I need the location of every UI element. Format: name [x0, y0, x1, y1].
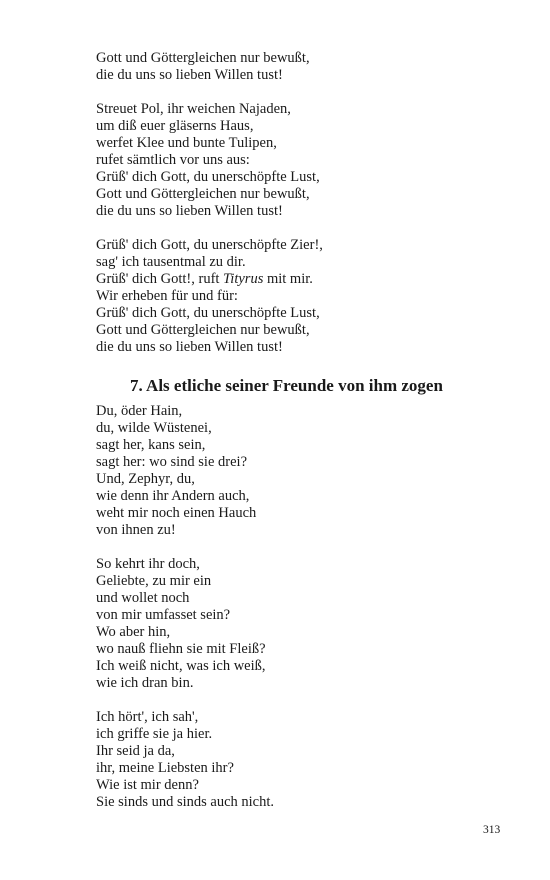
poem-7-stanza-1 — [96, 403, 496, 539]
verse-line: Grüß' dich Gott, du unerschöpfte Lust, — [96, 169, 320, 185]
verse-line: Geliebte, zu mir ein — [96, 573, 212, 589]
verse-line: werfet Klee und bunte Tulipen, — [96, 135, 277, 151]
stanza-continued-2 — [96, 101, 496, 220]
name-tityrus: Tityrus — [223, 271, 264, 287]
verse-line: Ihr seid ja da, — [96, 743, 175, 759]
verse-line-tityrus — [96, 271, 496, 288]
page-number: 313 — [483, 824, 501, 836]
verse-line: von mir umfasset sein? — [96, 607, 231, 623]
verse-line: Gott und Göttergleichen nur bewußt, — [96, 186, 310, 202]
verse-line: die du uns so lieben Willen tust! — [96, 67, 283, 83]
stanza-continued-3 — [96, 237, 496, 356]
verse-line: und wollet noch — [96, 590, 190, 606]
verse-line: weht mir noch einen Hauch — [96, 505, 257, 521]
stanza-continued-1 — [96, 50, 496, 84]
verse-line: Wir erheben für und für: — [96, 288, 238, 304]
verse-line: Grüß' dich Gott, du unerschöpfte Lust, — [96, 305, 320, 321]
verse-line: von ihnen zu! — [96, 522, 176, 538]
verse-text: mit mir. — [263, 271, 313, 287]
verse-line: Grüß' dich Gott, du unerschöpfte Zier!, — [96, 237, 323, 253]
verse-line: ihr, meine Liebsten ihr? — [96, 760, 234, 776]
verse-line: wo nauß fliehn sie mit Fleiß? — [96, 641, 266, 657]
verse-line: sag' ich tausentmal zu dir. — [96, 254, 246, 270]
verse-line: ich griffe sie ja hier. — [96, 726, 213, 742]
verse-line: du, wilde Wüstenei, — [96, 420, 212, 436]
verse-line: sagt her: wo sind sie drei? — [96, 454, 248, 470]
poem-heading: 7. Als etliche seiner Freunde von ihm zogen — [130, 376, 443, 395]
verse-line: Streuet Pol, ihr weichen Najaden, — [96, 101, 291, 117]
verse-line: rufet sämtlich vor uns aus: — [96, 152, 250, 168]
verse-line: Ich hört', ich sah', — [96, 709, 199, 725]
verse-text: Grüß' dich Gott!, ruft — [96, 271, 224, 287]
verse-line: Gott und Göttergleichen nur bewußt, — [96, 322, 310, 338]
verse-line: Und, Zephyr, du, — [96, 471, 195, 487]
verse-line: um diß euer gläserns Haus, — [96, 118, 254, 134]
verse-line: wie ich dran bin. — [96, 675, 194, 691]
verse-line: Sie sinds und sinds auch nicht. — [96, 794, 275, 810]
verse-line: die du uns so lieben Willen tust! — [96, 339, 283, 355]
verse-line: Gott und Göttergleichen nur bewußt, — [96, 50, 310, 66]
verse-line: wie denn ihr Andern auch, — [96, 488, 250, 504]
verse-line: Du, öder Hain, — [96, 403, 183, 419]
verse-line: sagt her, kans sein, — [96, 437, 206, 453]
verse-line: die du uns so lieben Willen tust! — [96, 203, 283, 219]
verse-line: Wie ist mir denn? — [96, 777, 199, 793]
poem-7-stanza-3 — [96, 709, 496, 811]
verse-line: So kehrt ihr doch, — [96, 556, 200, 572]
verse-line: Ich weiß nicht, was ich weiß, — [96, 658, 266, 674]
poem-7-stanza-2 — [96, 556, 496, 692]
verse-line: Wo aber hin, — [96, 624, 171, 640]
